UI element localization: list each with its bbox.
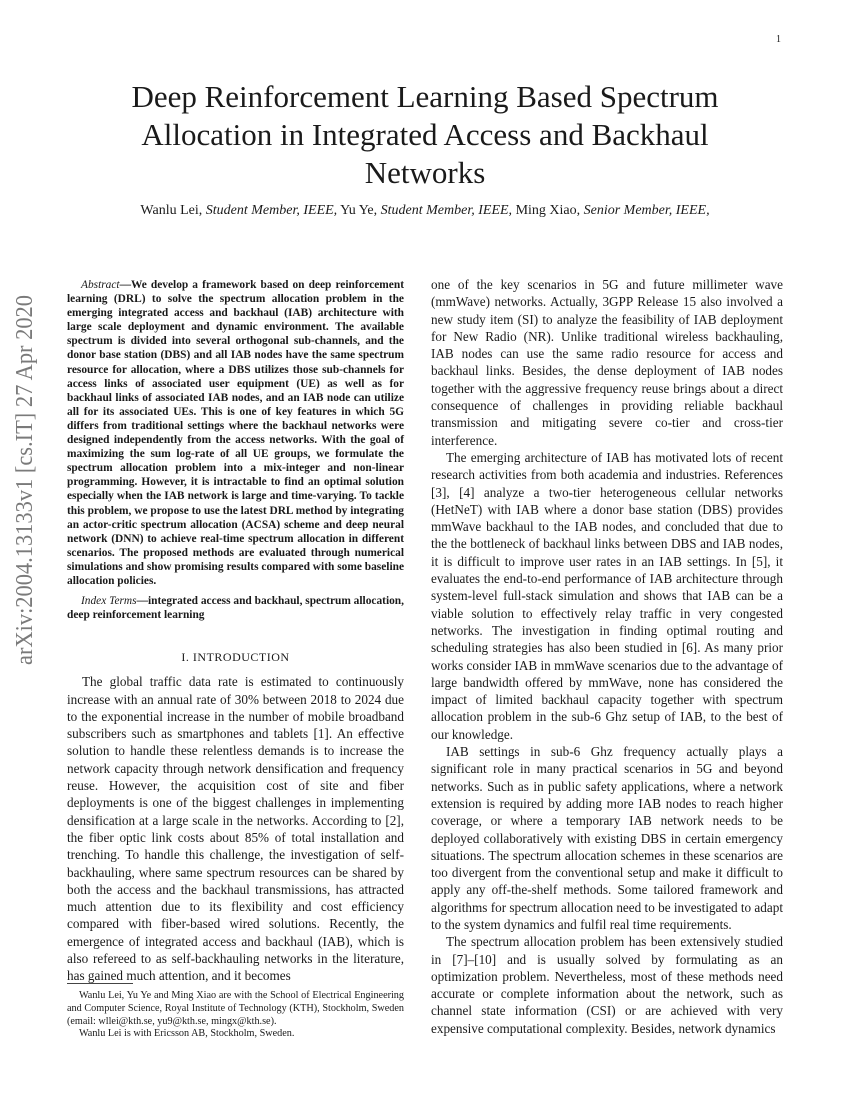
arxiv-stamp	[2, 290, 42, 670]
author-role: Student Member, IEEE,	[205, 203, 338, 218]
paper-title: Deep Reinforcement Learning Based Spectrum Allocation in Integrated Access and Backhaul Networks	[131, 79, 719, 190]
body-paragraph: IAB settings in sub-6 Ghz frequency actually plays a significant role in many practical scenarios in 5G and beyond networks. Such as in public safety applications, where a network extension is required by adding more IAB nodes to reach higher coverage, or where a temporary IAB network needs to be deployed collaboratively with existing DBS in certain emergency situations. The spectrum allocation schemes in these scenarios are too divergent from the conventional setup and make it difficult to apply any off-the-shelf methods. Some tailored framework and algorithms for spectrum allocation need to be investigated to adapt to the system dynamics and fulfil real time requirements.	[431, 744, 783, 932]
author-role: Student Member, IEEE,	[380, 203, 513, 218]
footnote-affiliation: Wanlu Lei, Yu Ye and Ming Xiao are with the School of Electrical Engineering and Computer Science, Royal Institute of Technology (KTH), Stockholm, Sweden (email: wllei@kth.se, yu9@kth.se, mingx@kth.se).	[67, 990, 404, 1027]
author-role: Senior Member, IEEE,	[583, 203, 710, 218]
abstract	[67, 278, 404, 588]
author-list	[60, 202, 790, 220]
index-terms-label: Index Terms	[81, 595, 137, 608]
index-terms-text: —integrated access and backhaul, spectrum allocation, deep reinforcement learning	[67, 595, 404, 622]
arxiv-stamp-text: arXiv:2004.13133v1 [cs.IT] 27 Apr 2020	[12, 290, 38, 665]
arxiv-stamp-graphic	[2, 290, 42, 670]
body-paragraph: The spectrum allocation problem has been extensively studied in [7]–[10] and is usually solved by formulating as an optimization problem. Nevertheless, most of these methods need accurate or complete information about the network, such as channel state information (CSI) or are achieved with very expensive computational complexity. Besides, network dynamics	[431, 934, 783, 1036]
left-column	[67, 278, 404, 985]
right-column	[431, 276, 783, 1037]
page-number: 1	[776, 34, 781, 45]
intro-paragraph: The global traffic data rate is estimated to continuously increase with an annual rate of 30% between 2018 to 2024 due to the exponential increase in the number of mobile broadband subscribers such as smartphones and tablets [1]. An effective solution to handle these relentless demands is to increase the network capacity through network densification and frequency reuse. However, the acquisition cost of site and fiber deployments is one of the biggest challenges in implementing densification at a large scale in the networks. According to [2], the fiber optic link costs about 85% of total installation and trenching. To handle this challenge, the investigation of self-backhauling, where same spectrum resources can be shared by both the access and the backhaul transmissions, has attracted much attention due to its flexibility and cost efficiency compared with fiber-based wired solutions. Recently, the emergence of integrated access and backhaul (IAB), which is also refereed to as self-backhauling networks in the literature, has gained much attention, and it becomes	[67, 674, 404, 984]
abstract-label: Abstract	[81, 279, 120, 291]
body-paragraph: one of the key scenarios in 5G and future millimeter wave (mmWave) networks. Actually, 3GPP Release 15 also involved a new study item (SI) to analyze the feasibility of IAB deployment for New Radio (NR). Unlike traditional wireless backhauling, IAB nodes can use the same radio resource for access and backhaul links. Besides, the dense deployment of IAB nodes together with the aggressive frequency reuse brings about a direct consequence of challenges in providing reliable backhaul transmission and mitigating severe co-tier and cross-tier interference.	[431, 277, 783, 448]
footnote-rule	[67, 983, 133, 984]
body-paragraph: The emerging architecture of IAB has motivated lots of recent research activities from both academia and industries. References [3], [4] analyze a two-tier heterogeneous cellular networks (HetNeT) with IAB where a donor base station (DBS) provides mmWave backhaul to the IAB nodes, and concluded that due to the the bottleneck of backhaul links between DBS and IAB nodes, it is difficult to improve user rates in an IAB settings. In [5], it evaluates the end-to-end performance of IAB architecture through system-level full-stack simulation and shows that IAB can be a viable solution to effectively relay traffic in very congested networks. The investigation in finding optimal routing and scheduling strategies has also been studied in [6]. As many prior works consider IAB in mmWave scenarios due to the advantage of large bandwidth offered by mmWave, none has considered the impact of limited backhaul capacity together with spectrum allocation problem in the sub-6 Ghz setup of IAB, to the best of our knowledge.	[431, 449, 783, 742]
footnotes	[67, 990, 404, 1041]
author-name: Yu Ye,	[340, 203, 378, 218]
index-terms	[67, 594, 404, 622]
section-heading: I. INTRODUCTION	[181, 650, 290, 665]
footnote-employer: Wanlu Lei is with Ericsson AB, Stockholm, Sweden.	[79, 1028, 295, 1040]
abstract-text: —We develop a framework based on deep reinforcement learning (DRL) to solve the spectrum allocation problem in the emerging integrated access and backhaul (IAB) architecture with large scale deployment and dynamic environment. The available spectrum is divided into several orthogonal sub-channels, and the donor base station (DBS) and all IAB nodes have the same spectrum resource for allocation, where a DBS utilizes those sub-channels for access links of associated user equipment (UE) as well as for backhaul links of associated IAB nodes, and an IAB node can utilize all for its associated UEs. This is one of key features in which 5G differs from traditional settings where the backhaul networks were designed independently from the access networks. With the goal of maximizing the sum log-rate of all UE groups, we formulate the spectrum allocation problem into a mix-integer and non-linear programming. However, it is intractable to find an optimal solution especially when the IAB network is large and time-varying. To tackle this problem, we propose to use the latest DRL method by integrating an actor-critic spectrum allocation (ACSA) scheme and deep neural network (DNN) to achieve real-time spectrum allocation in different scenarios. The proposed methods are evaluated through numerical simulations and show promising results compared with some baseline allocation policies.	[67, 279, 404, 587]
author-name: Wanlu Lei,	[140, 203, 203, 218]
author-name: Ming Xiao,	[515, 203, 581, 218]
